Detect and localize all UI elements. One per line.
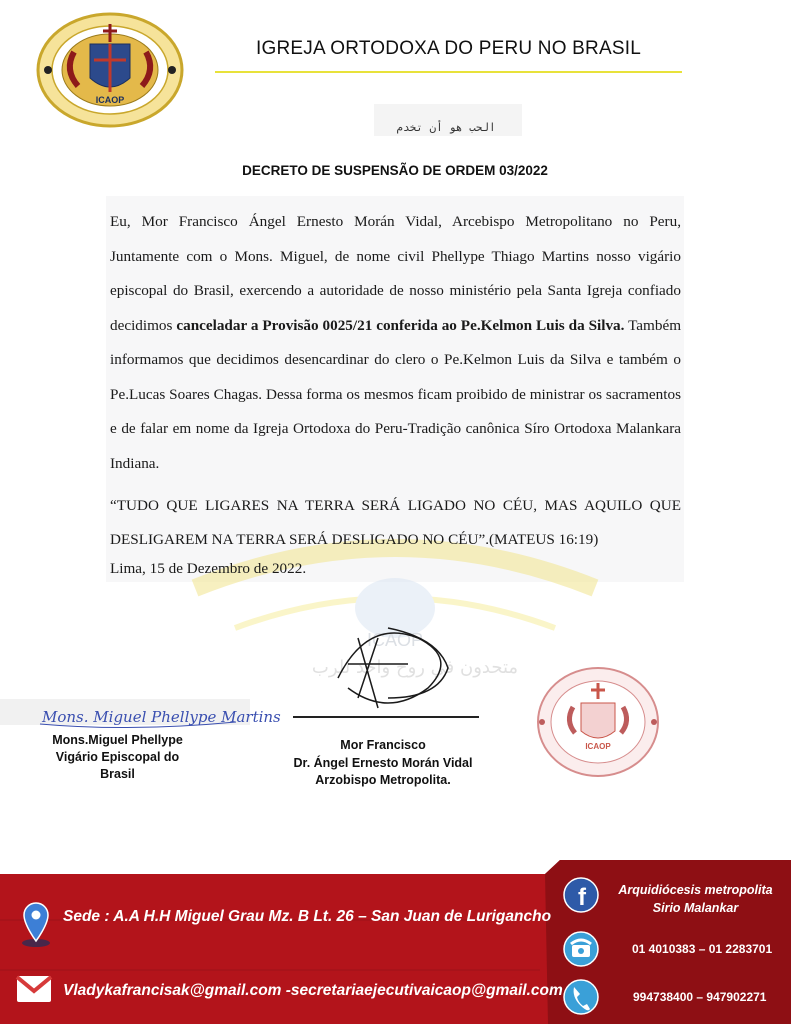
- heading-underline: [215, 71, 682, 73]
- scripture-quote: “TUDO QUE LIGARES NA TERRA SERÁ LIGADO NO CÉU, MAS AQUILO QUE DESLIGAREM NA TERRA SERÁ DESLIGADO NO CÉU”.(MATEUS 16:19): [110, 497, 681, 548]
- decree-bold-statement: canceladar a Provisão 0025/21 conferida ao Pe.Kelmon Luis da Silva.: [176, 316, 625, 334]
- left-handwritten-signature: [40, 700, 281, 730]
- svg-text:متحدون في روح واحد للرب: متحدون في روح واحد للرب: [311, 657, 519, 678]
- archdiocese-line-1: Arquidiócesis metropolita: [618, 883, 773, 897]
- church-seal-logo: [34, 10, 186, 130]
- email-icon: [16, 975, 52, 1003]
- middle-signatory-line-2: Dr. Ángel Ernesto Morán Vidal: [293, 755, 473, 770]
- decree-title: DECRETO DE SUSPENSÃO DE ORDEM 03/2022: [242, 163, 548, 178]
- mobile-phone-icon: [562, 975, 600, 1019]
- left-signatory-line-3: Brasil: [100, 767, 135, 781]
- left-signature-script: Mons. Miguel Phellype Martins: [42, 708, 281, 726]
- left-signatory-line-2: Vigário Episcopal do: [55, 750, 180, 764]
- archdiocese-label: [618, 881, 773, 917]
- footer-address: Sede : A.A H.H Miguel Grau Mz. B Lt. 26 – San Juan de Lurigancho: [63, 908, 552, 925]
- svg-text:ICAOP: ICAOP: [585, 742, 611, 751]
- telephone-icon: [562, 927, 600, 971]
- church-name-heading: IGREJA ORTODOXA DO PERU NO BRASIL: [256, 38, 641, 59]
- archdiocese-line-2: Sirio Malankar: [652, 901, 739, 915]
- stamp-seal: [533, 663, 663, 781]
- mobile-numbers: 994738400 – 947902271: [633, 990, 767, 1004]
- decree-body: [110, 205, 681, 481]
- decree-date: Lima, 15 de Dezembro de 2022.: [110, 560, 307, 577]
- decree-intro-text: Eu, Mor Francisco Ángel Ernesto Morán Vidal, Arcebispo Metropolitano no Peru, Juntamente com o Mons. Miguel, de nome civil Phellype Thiago Martins nosso vigário episcopal do Brasil, exercendo a autoridade de nosso ministério pela Santa Igreja confiado decidimos: [110, 213, 681, 334]
- facebook-icon: [562, 873, 600, 917]
- svg-text:f: f: [578, 884, 586, 911]
- arabic-motto: الحب هو أن تخدم: [396, 121, 496, 134]
- decree-rest-text: Também informamos que decidimos desencardinar do clero o Pe.Kelmon Luis da Silva e também o Pe.Lucas Soares Chagas. Dessa forma os mesmos ficam proibido de ministrar os sacramentos e de falar em nome da Igreja Ortodoxa do Peru-Tradição canônica Síro Ortodoxa Malankara Indiana.: [110, 316, 682, 472]
- middle-signatory-line-3: Arzobispo Metropolita.: [315, 773, 451, 787]
- footer-emails: Vladykafrancisak@gmail.com -secretariaejecutivaicaop@gmail.com: [63, 982, 563, 999]
- landline-numbers: 01 4010383 – 01 2283701: [632, 942, 773, 956]
- svg-text:ICAOP: ICAOP: [366, 630, 424, 650]
- middle-signatory-line-1: Mor Francisco: [340, 738, 426, 752]
- location-pin-icon: [18, 901, 54, 949]
- left-signatory-line-1: Mons.Miguel Phellype: [52, 733, 183, 747]
- left-signatory: [40, 732, 195, 783]
- middle-signature-line: [293, 716, 479, 718]
- seal-abbr: ICAOP: [95, 95, 125, 105]
- middle-signatory: [278, 737, 488, 790]
- middle-handwritten-signature: [318, 608, 468, 708]
